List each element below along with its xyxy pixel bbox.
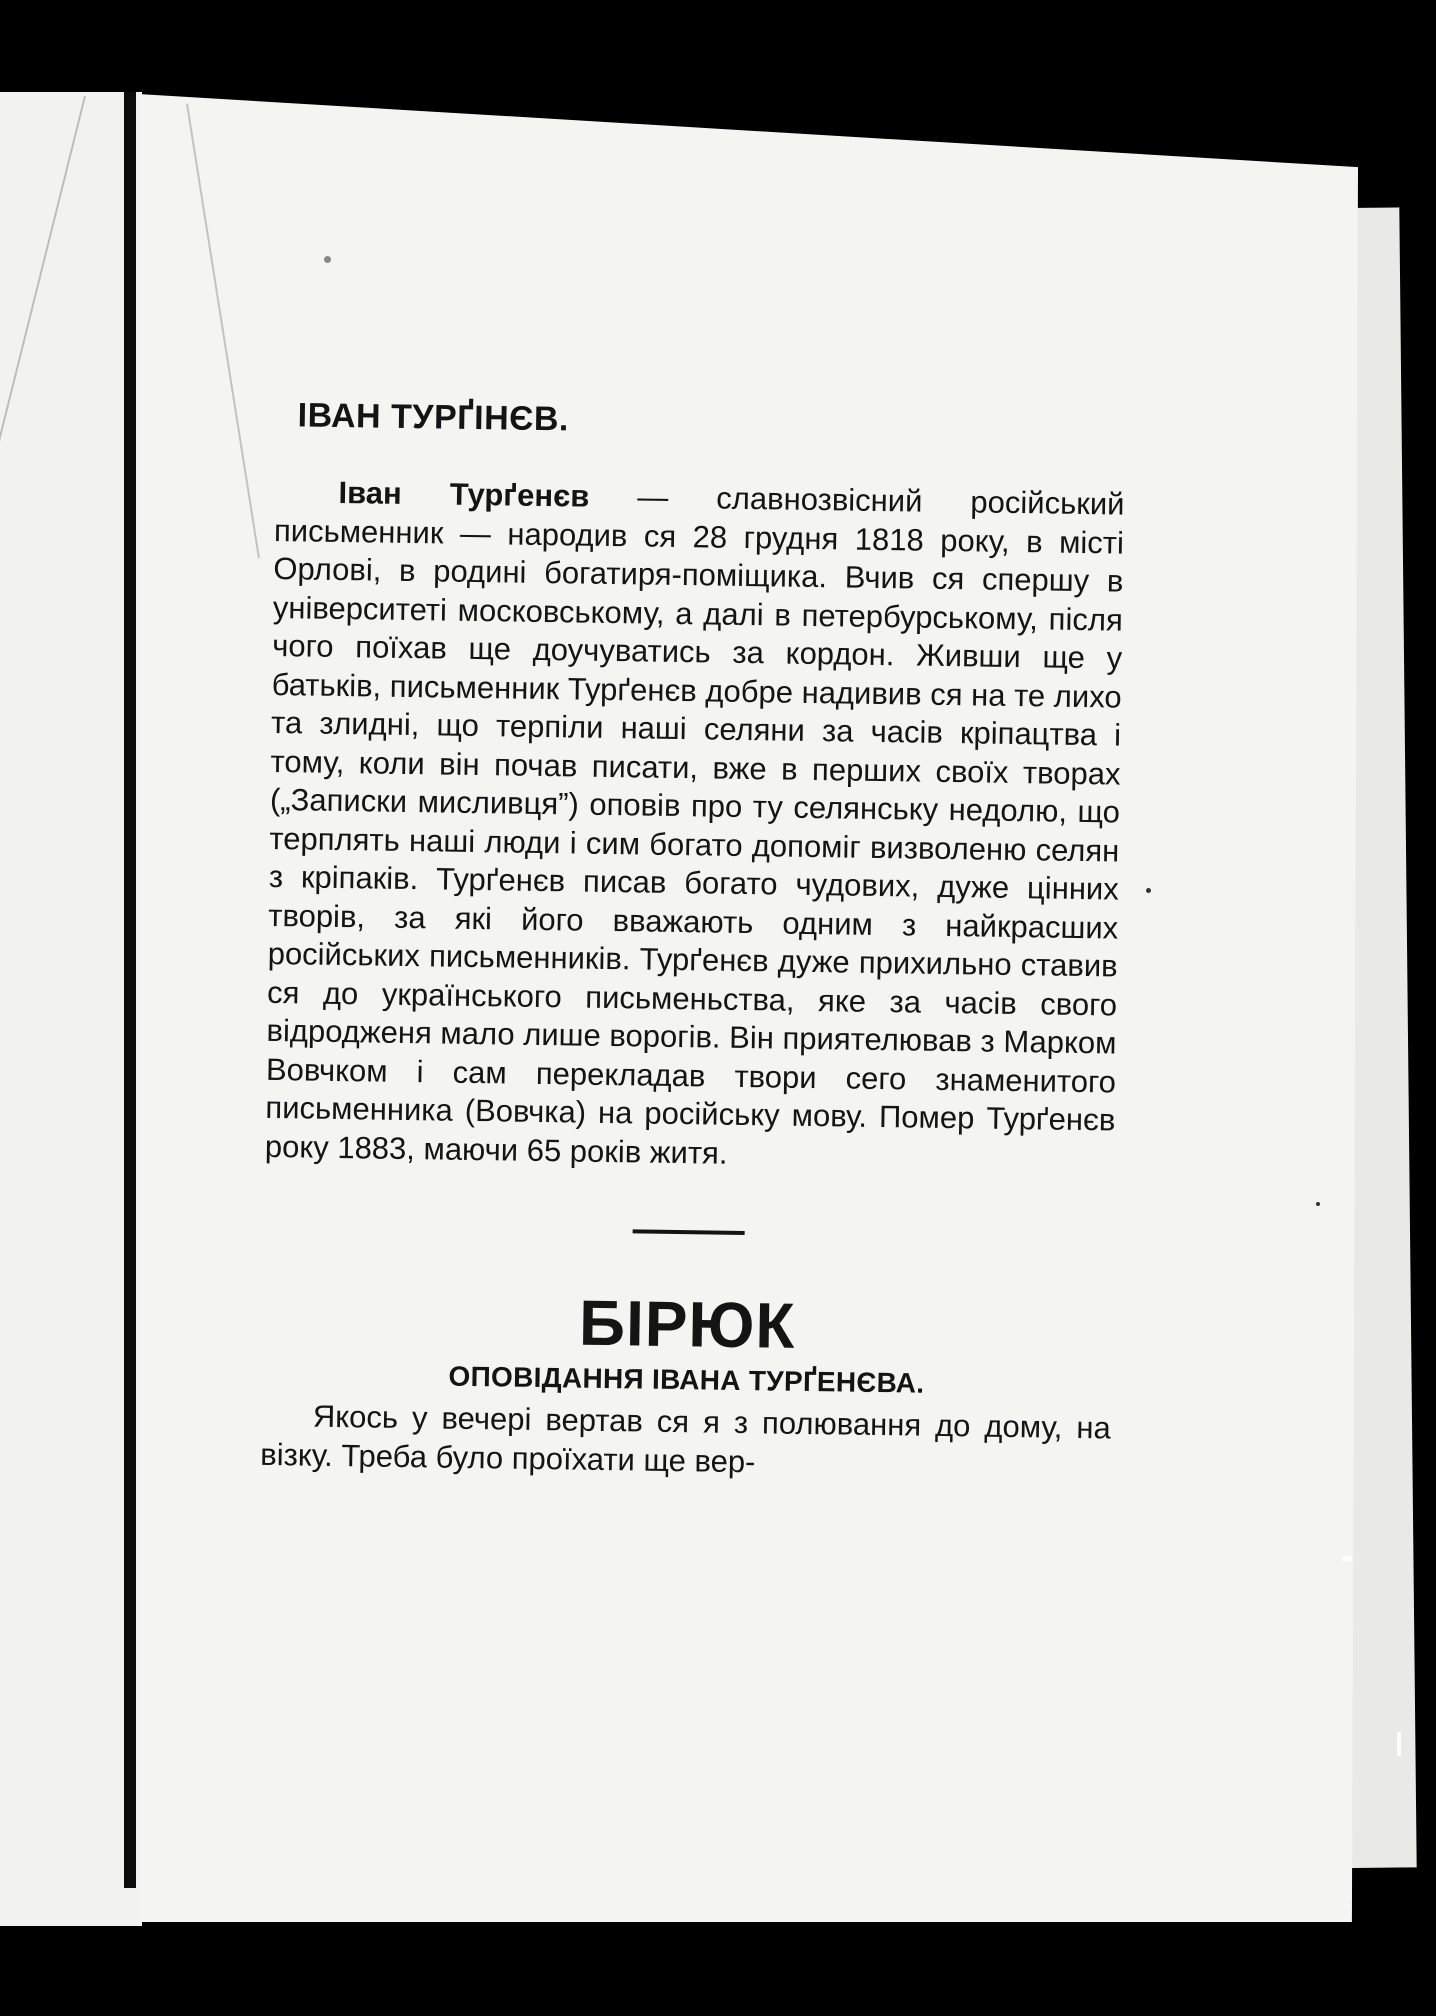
bio-text: — славнозвісний російський письменник — народив ся 28 грудня 1818 року, в місті Орлові, в родині богатиря-поміщика. Вчив ся спершу в університеті московському, а далі в петербурському, після чого поїхав ще доучуватись за кордон. Живши ще у батьків, письменник Турґенєв добре надивив ся на те лихо та злидні, що терпіли наші селяни за часів кріпацтва і тому, коли він почав писати, вже в перших своїх творах („Записки мисливця”) оповів про ту селянську недолю, що терплять наші люди і сим богато допоміг визволеню селян з кріпаків. Турґенєв писав богато чудових, дуже цінних творів, за які його вважають одним з найкрасших російських письменників. Турґенєв дуже прихильно ставив ся до українського письменьства, яке за часів свого відродженя мало лише ворогів. Він приятелював з Марком Вовчком і сам перекладав твори сего знаменитого письменника (Вовчка) на російську мову. Помер Турґенєв року 1883, маючи 65 років житя. (264, 478, 1125, 1171)
author-heading: ІВАН ТУРҐІНЄВ. (297, 396, 570, 439)
left-page-fragment (0, 92, 142, 1926)
author-biography (265, 473, 1125, 1179)
section-divider (633, 1229, 745, 1235)
scan-speck (1316, 1202, 1320, 1206)
book-spine (124, 92, 136, 1888)
story-opening-text: Якось у вечері вертав ся я з полювання до дому, на візку. Треба було проїхати ще вер- (260, 1398, 1112, 1480)
scan-speck (1146, 888, 1151, 893)
story-subtitle: ОПОВІДАННЯ ІВАНА ТУРҐЕНЄВА. (448, 1360, 925, 1399)
story-title: БІРЮК (578, 1286, 797, 1362)
bio-lead-name: Іван Турґенєв (338, 474, 590, 514)
page-content (260, 396, 1126, 1486)
scan-speck (1342, 1556, 1352, 1562)
scan-speck (324, 256, 331, 263)
scan-speck (1397, 1732, 1401, 1756)
